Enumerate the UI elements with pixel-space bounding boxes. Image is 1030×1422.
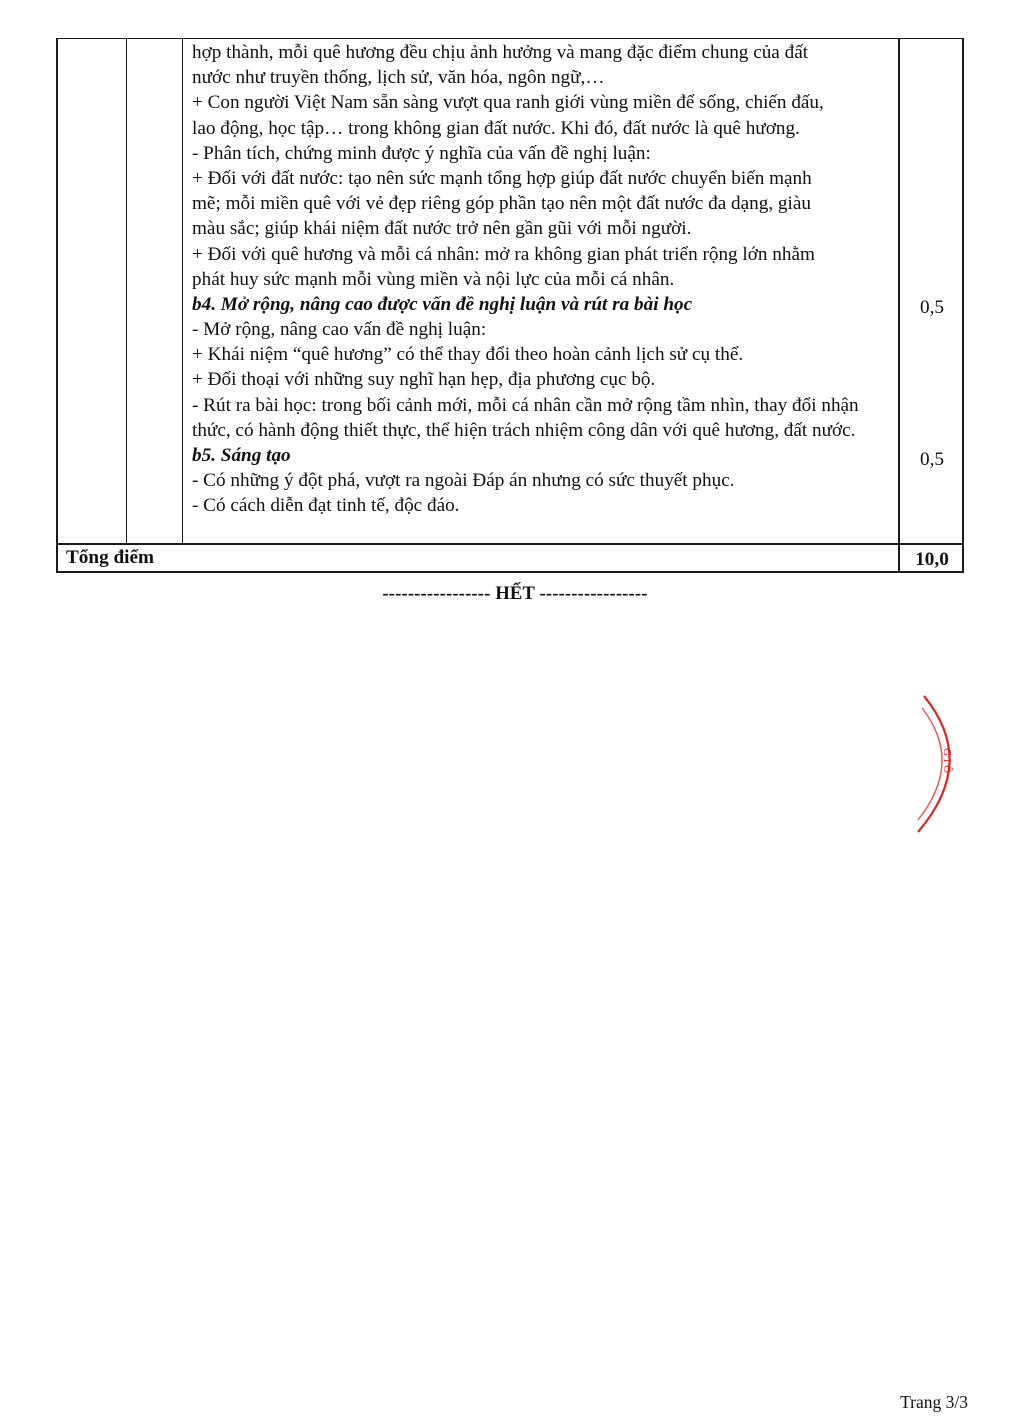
content-line: phát huy sức mạnh mỗi vùng miền và nội lực của mỗi cá nhân. — [192, 268, 675, 290]
total-label: Tổng điểm — [66, 547, 154, 568]
table-top-border — [56, 38, 964, 39]
content-line: màu sắc; giúp khái niệm đất nước trở nên gần gũi với mỗi người. — [192, 218, 692, 240]
content-line: + Đối thoại với những suy nghĩ hạn hẹp, địa phương cục bộ. — [192, 369, 656, 391]
content-line: thức, có hành động thiết thực, thể hiện trách nhiệm công dân với quê hương, đất nước. — [192, 419, 856, 441]
content-line: + Khái niệm “quê hương” có thể thay đổi theo hoàn cảnh lịch sử cụ thể. — [192, 344, 744, 366]
red-stamp-fragment — [906, 692, 966, 837]
content-line: lao động, học tập… trong không gian đất nước. Khi đó, đất nước là quê hương. — [192, 117, 800, 139]
end-marker: ----------------- HẾT ----------------- — [382, 584, 648, 604]
content-line: hợp thành, mỗi quê hương đều chịu ảnh hưởng và mang đặc điểm chung của đất — [192, 42, 809, 63]
content-line: - Phân tích, chứng minh được ý nghĩa của vấn đề nghị luận: — [192, 142, 651, 164]
column-divider-2 — [182, 38, 183, 544]
stamp-letters: G I Ô — [941, 748, 953, 774]
content-line: + Đối với quê hương và mỗi cá nhân: mở ra không gian phát triển rộng lớn nhằm — [192, 243, 815, 265]
content-line: nước như truyền thống, lịch sử, văn hóa, ngôn ngữ,… — [192, 67, 605, 89]
content-line: - Mở rộng, nâng cao vấn đề nghị luận: — [192, 319, 487, 341]
table-bottom-border — [56, 571, 964, 573]
page-number: Trang 3/3 — [900, 1392, 968, 1412]
score-b5: 0,5 — [920, 449, 944, 470]
content-line: - Có những ý đột phá, vượt ra ngoài Đáp án nhưng có sức thuyết phục. — [192, 470, 735, 492]
content-line: + Đối với đất nước: tạo nên sức mạnh tổng hợp giúp đất nước chuyển biến mạnh — [192, 167, 812, 189]
table-left-border — [56, 38, 58, 573]
section-heading: b4. Mở rộng, nâng cao được vấn đề nghị luận và rút ra bài học — [192, 293, 693, 315]
column-divider-1 — [126, 38, 127, 544]
content-line: - Rút ra bài học: trong bối cảnh mới, mỗi cá nhân cần mở rộng tầm nhìn, thay đổi nhận — [192, 394, 859, 416]
content-line: - Có cách diễn đạt tinh tế, độc đáo. — [192, 495, 460, 517]
content-line: mẽ; mỗi miền quê với vẻ đẹp riêng góp phần tạo nên một đất nước đa dạng, giàu — [192, 193, 811, 215]
section-heading: b5. Sáng tạo — [192, 445, 291, 466]
answer-content — [192, 40, 900, 519]
total-row-top-border — [56, 543, 964, 545]
total-score: 10,0 — [915, 549, 949, 570]
score-b4: 0,5 — [920, 297, 944, 318]
content-line: + Con người Việt Nam sẵn sàng vượt qua ranh giới vùng miền để sống, chiến đấu, — [192, 92, 824, 114]
